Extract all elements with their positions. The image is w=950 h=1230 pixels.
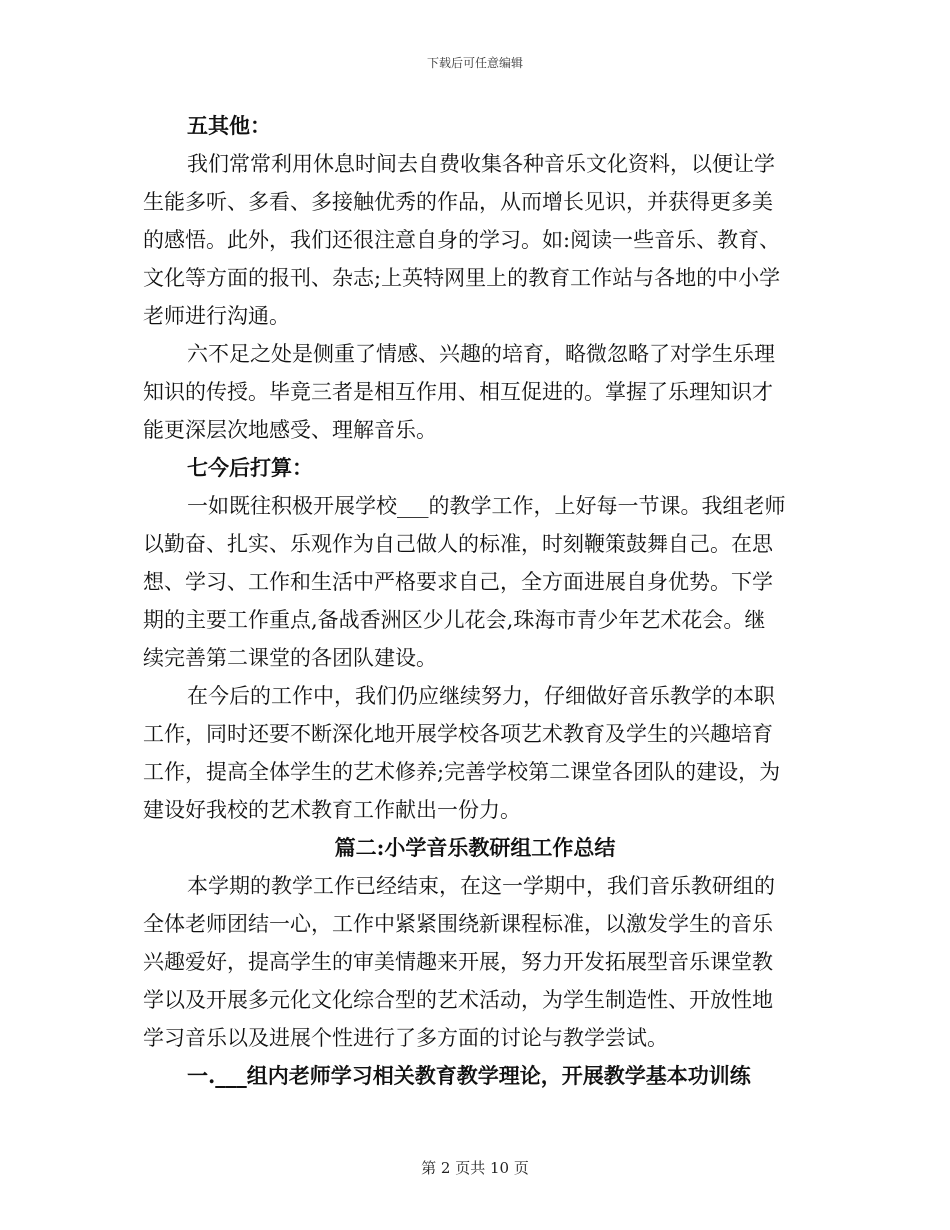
document-body [143,107,807,1095]
paragraph-line: 兴趣爱好，提高学生的审美情趣来开展，努力开发拓展型音乐课堂教 [143,950,773,974]
paragraph-line: 学习音乐以及进展个性进行了多方面的讨论与教学尝试。 [143,1026,668,1050]
paragraph-line: 文化等方面的报刊、杂志;上英特网里上的教育工作站与各地的中小学 [143,266,781,290]
section-heading-other: 五其他： [187,113,271,138]
paragraph-line: 续完善第二课堂的各团队建设。 [143,646,437,670]
paragraph-line: 老师进行沟通。 [143,304,290,328]
subsection-heading: 一.___组内老师学习相关教育教学理论，开展教学基本功训练 [187,1063,751,1088]
paragraph-line: 以勤奋、扎实、乐观作为自己做人的标准，时刻鞭策鼓舞自己。在思 [143,532,773,556]
chapter-title: 篇二:小学音乐教研组工作总结 [334,835,616,860]
paragraph-line: 知识的传授。毕竟三者是相互作用、相互促进的。掌握了乐理知识才 [143,380,773,404]
paragraph-line: 本学期的教学工作已经结束，在这一学期中，我们音乐教研组的 [187,874,775,898]
paragraph-line: 期的主要工作重点,备战香洲区少儿花会,珠海市青少年艺术花会。继 [143,608,766,632]
paragraph-line: 建设好我校的艺术教育工作献出一份力。 [143,798,521,822]
paragraph-line: 全体老师团结一心，工作中紧紧围绕新课程标准，以激发学生的音乐 [143,912,773,936]
paragraph-line: 想、学习、工作和生活中严格要求自己，全方面进展自身优势。下学 [143,570,773,594]
paragraph-line: 工作，提高全体学生的艺术修养;完善学校第二课堂各团队的建设，为 [143,760,781,784]
paragraph-line: 工作，同时还要不断深化地开展学校各项艺术教育及学生的兴趣培育 [143,722,773,746]
paragraph-line: 六不足之处是侧重了情感、兴趣的培育，略微忽略了对学生乐理 [187,342,775,366]
page-header: 下载后可任意编辑 [426,56,523,70]
paragraph-line: 我们常常利用休息时间去自费收集各种音乐文化资料，以便让学 [187,152,775,176]
section-heading-future-plans: 七今后打算： [187,455,313,480]
paragraph-line: 能更深层次地感受、理解音乐。 [143,418,437,442]
paragraph-line: 在今后的工作中，我们仍应继续努力，仔细做好音乐教学的本职 [187,684,775,708]
paragraph-line: 生能多听、多看、多接触优秀的作品，从而增长见识，并获得更多美 [143,190,773,214]
paragraph-line: 一如既往积极开展学校___的教学工作，上好每一节课。我组老师 [187,494,786,518]
page-number: 第 2 页共 10 页 [421,1159,529,1177]
paragraph-line: 的感悟。此外，我们还很注意自身的学习。如:阅读一些音乐、教育、 [143,228,781,252]
paragraph-line: 学以及开展多元化文化综合型的艺术活动，为学生制造性、开放性地 [143,988,773,1012]
